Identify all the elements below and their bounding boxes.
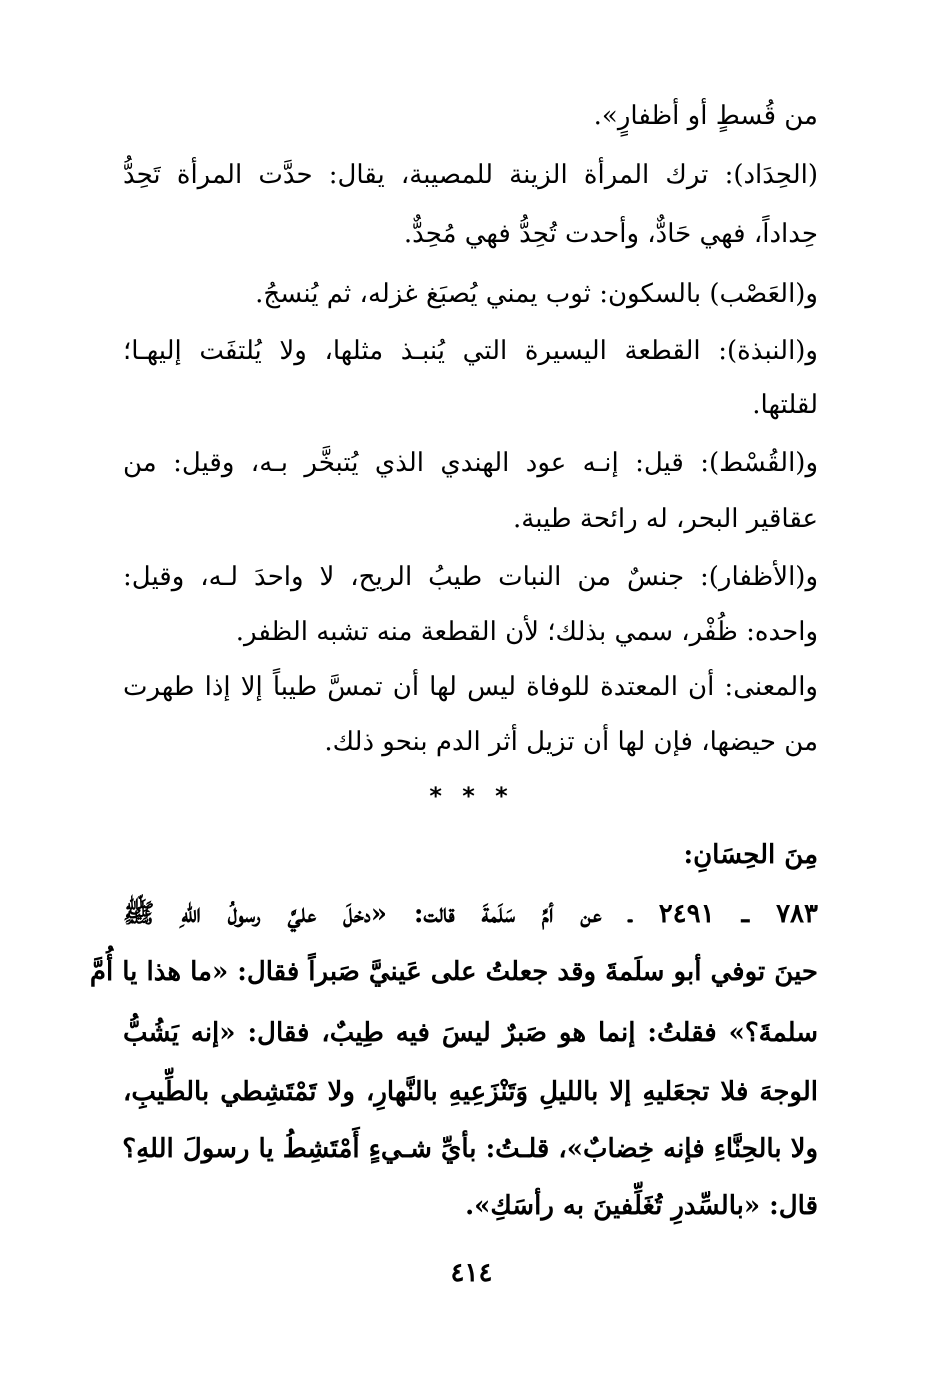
text-line: و(الأظفار): جنسٌ من النبات طيبُ الريح، لا واحدَ لـه، وقيل: (123, 562, 818, 592)
text-line: و(العَصْب) بالسكون: ثوب يمني يُصبَغ غزله، ثم يُنسجُ. (255, 279, 818, 309)
hadith-line: الوجهَ فلا تجعَليهِ إلا بالليلِ وَتَنْزَعِيهِ بالنَّهارِ، ولا تَمْتَشِطي بالطِّيبِ، (123, 1077, 818, 1107)
hadith-line: قال: «بالسِّدرِ تُغَلِّفينَ به رأسَكِ». (465, 1191, 818, 1221)
text-line: من قُسطٍ أو أظفارٍ». (593, 101, 818, 131)
text-line: والمعنى: أن المعتدة للوفاة ليس لها أن تمسَّ طيباً إلا إذا طهرت (123, 672, 818, 702)
hadith-line: حينَ توفي أبو سلَمةَ وقد جعلتُ على عَينيَّ صَبراً فقال: «ما هذا يا أُمَّ (89, 957, 818, 987)
hadith-line: سلمةَ؟» فقلتُ: إنما هو صَبرٌ ليسَ فيه طِيبٌ، فقال: «إنه يَشُبُّ (123, 1018, 818, 1048)
text-line: حِداداً، فهي حَادٌّ، وأحدت تُحِدُّ فهي مُحِدٌّ. (403, 219, 818, 249)
page-number: ٤١٤ (450, 1258, 493, 1288)
hadith-line: ٧٨٣ ـ ٢٤٩١ ـ عن أمِّ سَلَمةَ قالت: «دخلَ عليَّ رسولُ اللهِ ﷺ (123, 899, 818, 929)
text-line: و(النبذة): القطعة اليسيرة التي يُنبـذ مثلها، ولا يُلتفَت إليهـا؛ (123, 336, 818, 366)
text-line: واحده: ظُفْر، سمي بذلك؛ لأن القطعة منه تشبه الظفر. (235, 617, 818, 647)
section-separator: * * * (429, 782, 514, 810)
text-line: لقلتها. (752, 390, 818, 420)
text-line: (الحِدَاد): ترك المرأة الزينة للمصيبة، يقال: حدَّت المرأة تَحِدُّ (123, 160, 818, 190)
section-heading: مِنَ الحِسَانِ: (683, 840, 818, 870)
text-line: و(القُسْط): قيل: إنـه عود الهندي الذي يُتبخَّر بـه، وقيل: من (123, 448, 818, 478)
text-line: من حيضها، فإن لها أن تزيل أثر الدم بنحو ذلك. (324, 727, 818, 757)
text-line: عقاقير البحر، له رائحة طيبة. (513, 504, 818, 534)
hadith-line: ولا بالحِنَّاءِ فإنه خِضابٌ»، قلـتُ: بأيِّ شـيءٍ أَمْتَشِطُ يا رسولَ اللهِ؟ (122, 1134, 818, 1164)
